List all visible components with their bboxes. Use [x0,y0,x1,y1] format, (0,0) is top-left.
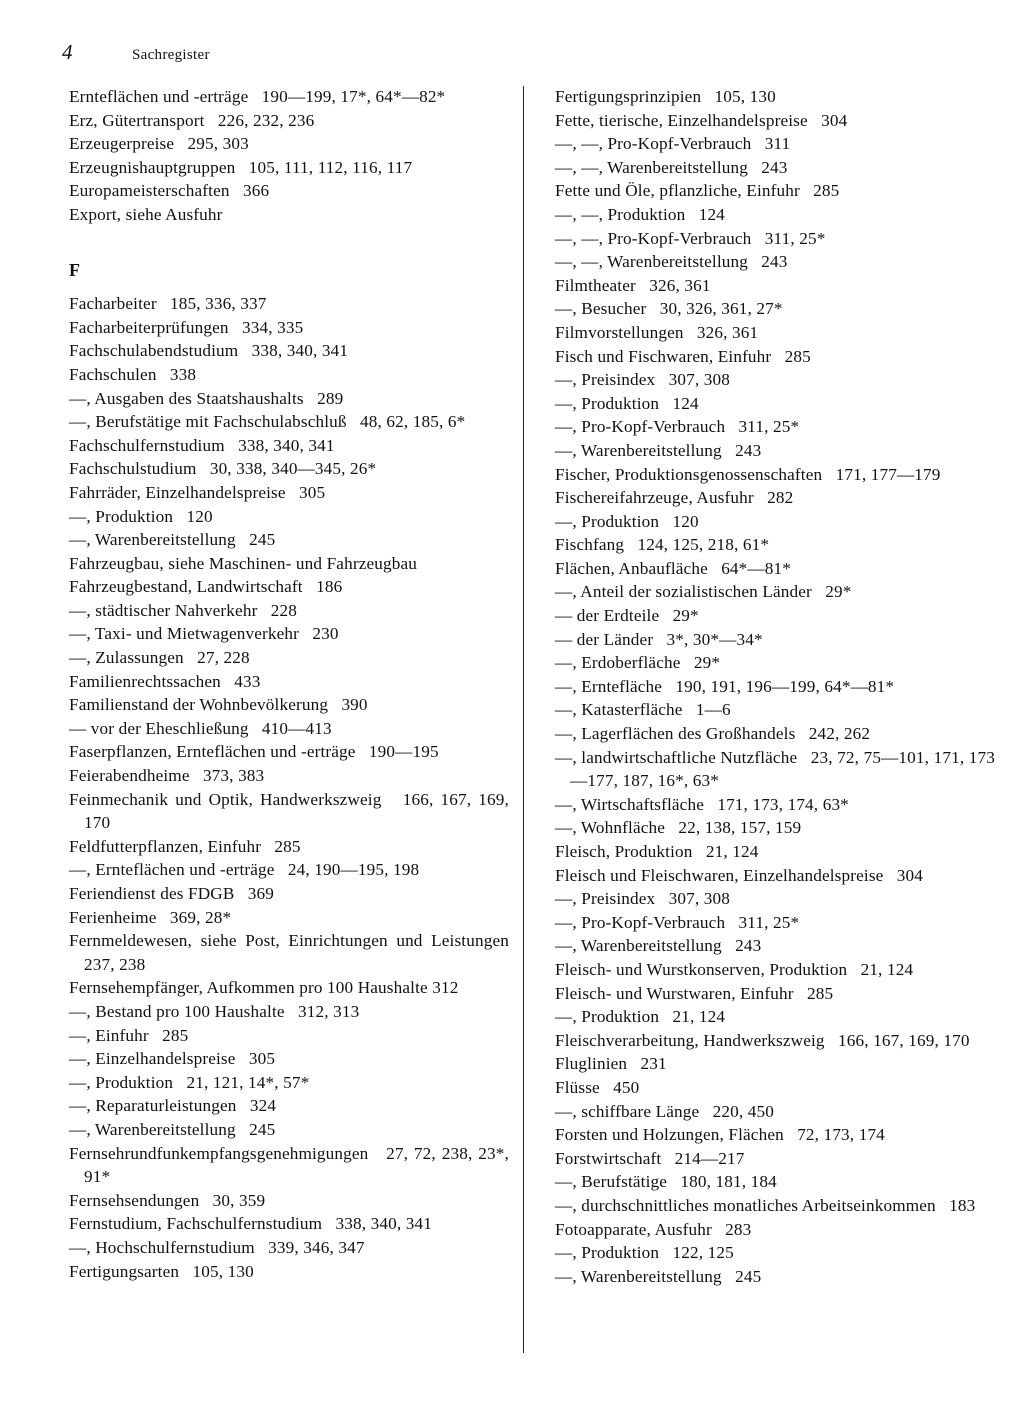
index-entry: Faserpflanzen, Ernteflächen und -erträge 190—195 [69,742,439,762]
column-divider [523,86,524,1353]
index-entry: Fette, tierische, Einzelhandelspreise 304 [555,110,848,130]
index-entry: Flächen, Anbaufläche 64*—81* [555,558,791,578]
index-entry: —, Erntefläche 190, 191, 196—199, 64*—81* [555,676,895,696]
index-entry: Fernmeldewesen, siehe Post, Einrichtungen und Leistungen 237, 238 [69,931,523,974]
index-entry: —, Pro-Kopf-Verbrauch 311, 25* [555,912,800,932]
index-entry: Fertigungsprinzipien 105, 130 [555,87,776,106]
index-entry: —, Erdoberfläche 29* [555,653,721,673]
index-entry: —, —, Warenbereitstellung 243 [555,252,788,272]
index-entry: —, Einfuhr 285 [69,1025,189,1045]
index-entry: —, Ernteflächen und -erträge 24, 190—195, 198 [69,860,420,880]
index-entry: Fleisch und Fleischwaren, Einzelhandelspreise 304 [555,865,924,885]
index-entry: Flüsse 450 [555,1077,640,1097]
index-entry: Filmtheater 326, 361 [555,275,711,295]
index-entry: Fachschulfernstudium 338, 340, 341 [69,435,335,455]
index-entry: —, Bestand pro 100 Haushalte 312, 313 [69,1001,360,1021]
index-entry: Fisch und Fischwaren, Einfuhr 285 [555,346,811,366]
index-entry: —, Hochschulfernstudium 339, 346, 347 [69,1237,365,1257]
index-entry: Erz, Gütertransport 226, 232, 236 [69,110,315,130]
index-entry: —, Warenbereitstellung 245 [69,530,276,550]
index-entry: Forsten und Holzungen, Flächen 72, 173, 174 [555,1125,885,1145]
index-entry: Facharbeiter 185, 336, 337 [69,294,267,314]
index-entry: Fette und Öle, pflanzliche, Einfuhr 285 [555,181,840,201]
index-entry: Erzeugerpreise 295, 303 [69,134,249,154]
index-entry: —, —, Produktion 124 [555,204,725,224]
index-entry: —, Pro-Kopf-Verbrauch 311, 25* [555,417,800,437]
index-entry: —, Preisindex 307, 308 [555,889,730,909]
index-entry: —, Einzelhandelspreise 305 [69,1049,276,1069]
index-entry: —, Wohnfläche 22, 138, 157, 159 [555,818,802,838]
index-entry: —, —, Pro-Kopf-Verbrauch 311 [555,134,791,154]
index-entry: —, Preisindex 307, 308 [555,370,730,390]
index-entry: Facharbeiterprüfungen 334, 335 [69,317,304,337]
index-entry: Fleisch- und Wurstwaren, Einfuhr 285 [555,983,834,1003]
index-entry: Familienrechtssachen 433 [69,671,261,691]
index-entry: —, Produktion 120 [555,511,699,531]
index-entry: Ferienheime 369, 28* [69,907,232,927]
index-entry: Familienstand der Wohnbevölkerung 390 [69,695,368,715]
page-title: Sachregister [132,47,210,63]
index-column-left [69,85,523,1283]
index-entry: Fachschulstudium 30, 338, 340—345, 26* [69,459,377,479]
index-entry: Feldfutterpflanzen, Einfuhr 285 [69,836,301,856]
index-entry: Export, siehe Ausfuhr [69,204,223,224]
index-entry: Forstwirtschaft 214—217 [555,1148,745,1168]
index-entry: Feinmechanik und Optik, Handwerkszweig 166, 167, 169, 170 [69,789,514,833]
index-entry: —, schiffbare Länge 220, 450 [555,1101,774,1121]
index-entry: Fernsehrundfunkempfangsgenehmigungen 27, 72, 238, 23*, 91* [69,1143,514,1187]
index-entry: —, Produktion 21, 121, 14*, 57* [69,1072,310,1092]
index-entry: Europameisterschaften 366 [69,181,270,201]
index-entry: Fernsehsendungen 30, 359 [69,1190,266,1210]
index-entry: Fahrzeugbestand, Landwirtschaft 186 [69,577,343,597]
index-entry: Fotoapparate, Ausfuhr 283 [555,1219,752,1239]
index-entry: —, Warenbereitstellung 243 [555,440,762,460]
index-entry: Feriendienst des FDGB 369 [69,884,275,903]
page-header [62,40,210,65]
index-entry: Ernteflächen und -erträge 190—199, 17*, 64*—82* [69,87,446,106]
index-entry: —, Wirtschaftsfläche 171, 173, 174, 63* [555,794,849,814]
index-entry: —, Warenbereitstellung 245 [555,1266,762,1286]
index-entry: Fahrräder, Einzelhandelspreise 305 [69,482,326,502]
index-entry: —, —, Warenbereitstellung 243 [555,157,788,177]
index-entry: —, Produktion 122, 125 [555,1243,734,1263]
index-column-right [555,85,995,1288]
index-entry: —, Katasterfläche 1—6 [555,700,731,720]
index-entry: Erzeugnishauptgruppen 105, 111, 112, 116, 117 [69,157,413,177]
index-entry: Fluglinien 231 [555,1054,667,1074]
index-entry: Fleisch, Produktion 21, 124 [555,842,759,861]
index-entry: Feierabendheime 373, 383 [69,766,265,786]
index-entry: Filmvorstellungen 326, 361 [555,322,759,342]
index-entry: —, Berufstätige mit Fachschulabschluß 48, 62, 185, 6* [69,412,466,432]
index-entry: —, Warenbereitstellung 243 [555,936,762,956]
index-entry: —, Ausgaben des Staatshaushalts 289 [69,388,344,408]
page-number: 4 [62,40,73,64]
index-entry: —, Produktion 124 [555,393,699,413]
index-entry: —, Besucher 30, 326, 361, 27* [555,299,783,319]
index-entry: — der Erdteile 29* [555,606,699,626]
index-entry: —, Produktion 21, 124 [555,1007,726,1027]
index-entry: Fahrzeugbau, siehe Maschinen- und Fahrzeugbau [69,553,417,573]
index-entry: —, Taxi- und Mietwagenverkehr 230 [69,624,339,644]
index-entry: —, Berufstätige 180, 181, 184 [555,1172,777,1192]
index-entry: Fleischverarbeitung, Handwerkszweig 166, 167, 169, 170 [555,1030,970,1050]
index-entry: —, Reparaturleistungen 324 [69,1096,277,1116]
index-entry: —, Anteil der sozialistischen Länder 29* [555,582,852,602]
index-entry: Fernstudium, Fachschulfernstudium 338, 340, 341 [69,1214,433,1234]
index-entry: Fachschulen 338 [69,364,197,384]
index-entry: — vor der Eheschließung 410—413 [69,718,332,738]
index-entry: Fischer, Produktionsgenossenschaften 171, 177—179 [555,464,941,484]
index-entry: —, Zulassungen 27, 228 [69,648,250,668]
index-entry: Fernsehempfänger, Aufkommen pro 100 Haushalte 312 [69,978,459,998]
index-entry: Fischfang 124, 125, 218, 61* [555,535,770,555]
index-entry: —, —, Pro-Kopf-Verbrauch 311, 25* [555,228,826,248]
index-entry: Fleisch- und Wurstkonserven, Produktion 21, 124 [555,959,914,979]
index-entry: —, Lagerflächen des Großhandels 242, 262 [555,724,871,744]
section-letter-heading: F [69,259,81,280]
index-entry: —, durchschnittliches monatliches Arbeitseinkommen 183 [555,1195,976,1215]
index-entry: —, Produktion 120 [69,506,213,526]
index-entry: —, städtischer Nahverkehr 228 [69,600,298,620]
index-entry: —, Warenbereitstellung 245 [69,1119,276,1139]
index-entry: Fachschulabendstudium 338, 340, 341 [69,341,349,361]
index-entry: — der Länder 3*, 30*—34* [555,629,763,649]
index-entry: Fertigungsarten 105, 130 [69,1261,254,1281]
index-entry: Fischereifahrzeuge, Ausfuhr 282 [555,488,794,508]
index-entry: —, landwirtschaftliche Nutzfläche 23, 72, 75—101, 171, 173—177, 187, 16*, 63* [555,747,995,791]
